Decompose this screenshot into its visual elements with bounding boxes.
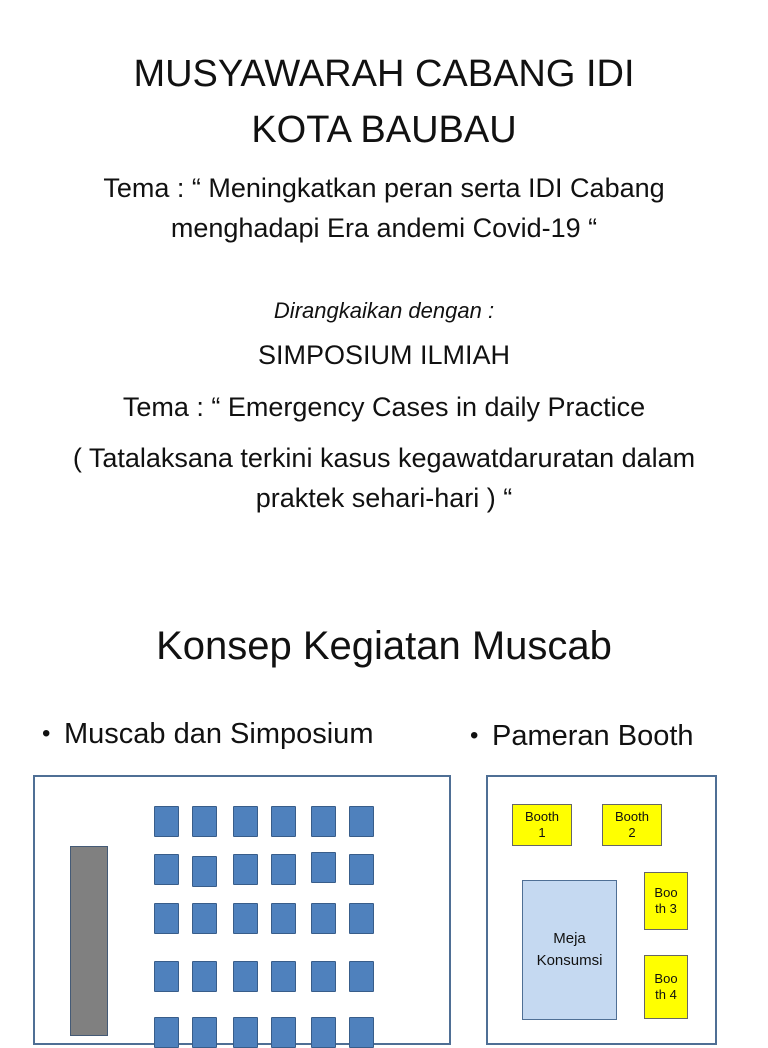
seat	[233, 903, 258, 934]
seat	[192, 856, 217, 887]
seat	[349, 854, 374, 885]
seat	[311, 806, 336, 837]
seat	[349, 961, 374, 992]
seat	[311, 1017, 336, 1048]
symposium-note	[0, 438, 768, 518]
concept-title: Konsep Kegiatan Muscab	[156, 624, 612, 668]
linked-label: Dirangkaikan dengan :	[273, 298, 495, 323]
booth-3-number: th 3	[655, 901, 677, 916]
meja-konsumsi	[522, 880, 617, 1020]
booth-4	[644, 955, 688, 1019]
booth-3	[644, 872, 688, 930]
seat	[233, 961, 258, 992]
meja-label-2: Konsumsi	[536, 952, 603, 969]
seat	[154, 1017, 179, 1048]
bullet-dot: •	[470, 722, 479, 749]
seat	[233, 806, 258, 837]
seat	[311, 852, 336, 883]
seat	[192, 903, 217, 934]
seat	[233, 1017, 258, 1048]
theme-line-2: menghadapi Era andemi Covid-19 “	[170, 213, 598, 243]
booth-4-number: th 4	[655, 987, 677, 1002]
seat	[349, 806, 374, 837]
bullet-dot: •	[42, 720, 51, 747]
booth-layout	[486, 775, 717, 1045]
title-line-1: MUSYAWARAH CABANG IDI	[133, 53, 635, 95]
note-line-2: praktek sehari-hari ) “	[255, 483, 513, 513]
seat	[311, 961, 336, 992]
booth-1-number: 1	[538, 825, 546, 840]
booth-4-label: Boo	[654, 971, 678, 986]
seat	[154, 806, 179, 837]
note-line-1: ( Tatalaksana terkini kasus kegawatdaruratan dalam	[72, 443, 696, 473]
stage-block	[70, 846, 108, 1036]
booth-2-label: Booth	[615, 809, 649, 824]
symposium-title: SIMPOSIUM ILMIAH	[257, 340, 511, 370]
bullet-booth-label: Pameran Booth	[492, 720, 694, 752]
seat	[154, 854, 179, 885]
seat	[154, 961, 179, 992]
seat	[349, 1017, 374, 1048]
seat	[192, 806, 217, 837]
theme-line-1: Tema : “ Meningkatkan peran serta IDI Cabang	[103, 173, 665, 203]
slide-concept	[0, 580, 768, 1024]
symposium-theme: Tema : “ Emergency Cases in daily Practice	[122, 392, 646, 422]
booth-2	[602, 804, 662, 846]
seat	[154, 903, 179, 934]
seat	[271, 903, 296, 934]
seat	[271, 961, 296, 992]
hall-layout	[33, 775, 451, 1045]
seat	[271, 854, 296, 885]
meja-label-1: Meja	[553, 930, 586, 947]
seat	[233, 854, 258, 885]
seat	[271, 1017, 296, 1048]
seat	[311, 903, 336, 934]
theme-text	[0, 168, 768, 248]
booth-1	[512, 804, 572, 846]
seat	[349, 903, 374, 934]
booth-3-label: Boo	[654, 885, 678, 900]
seat	[271, 806, 296, 837]
booth-1-label: Booth	[525, 809, 559, 824]
bullet-booth	[470, 720, 694, 753]
booth-2-number: 2	[628, 825, 636, 840]
title-line-2: KOTA BAUBAU	[251, 109, 517, 151]
seat	[192, 961, 217, 992]
seat	[192, 1017, 217, 1048]
bullet-muscab-label: Muscab dan Simposium	[64, 718, 374, 750]
bullet-muscab	[42, 718, 373, 751]
